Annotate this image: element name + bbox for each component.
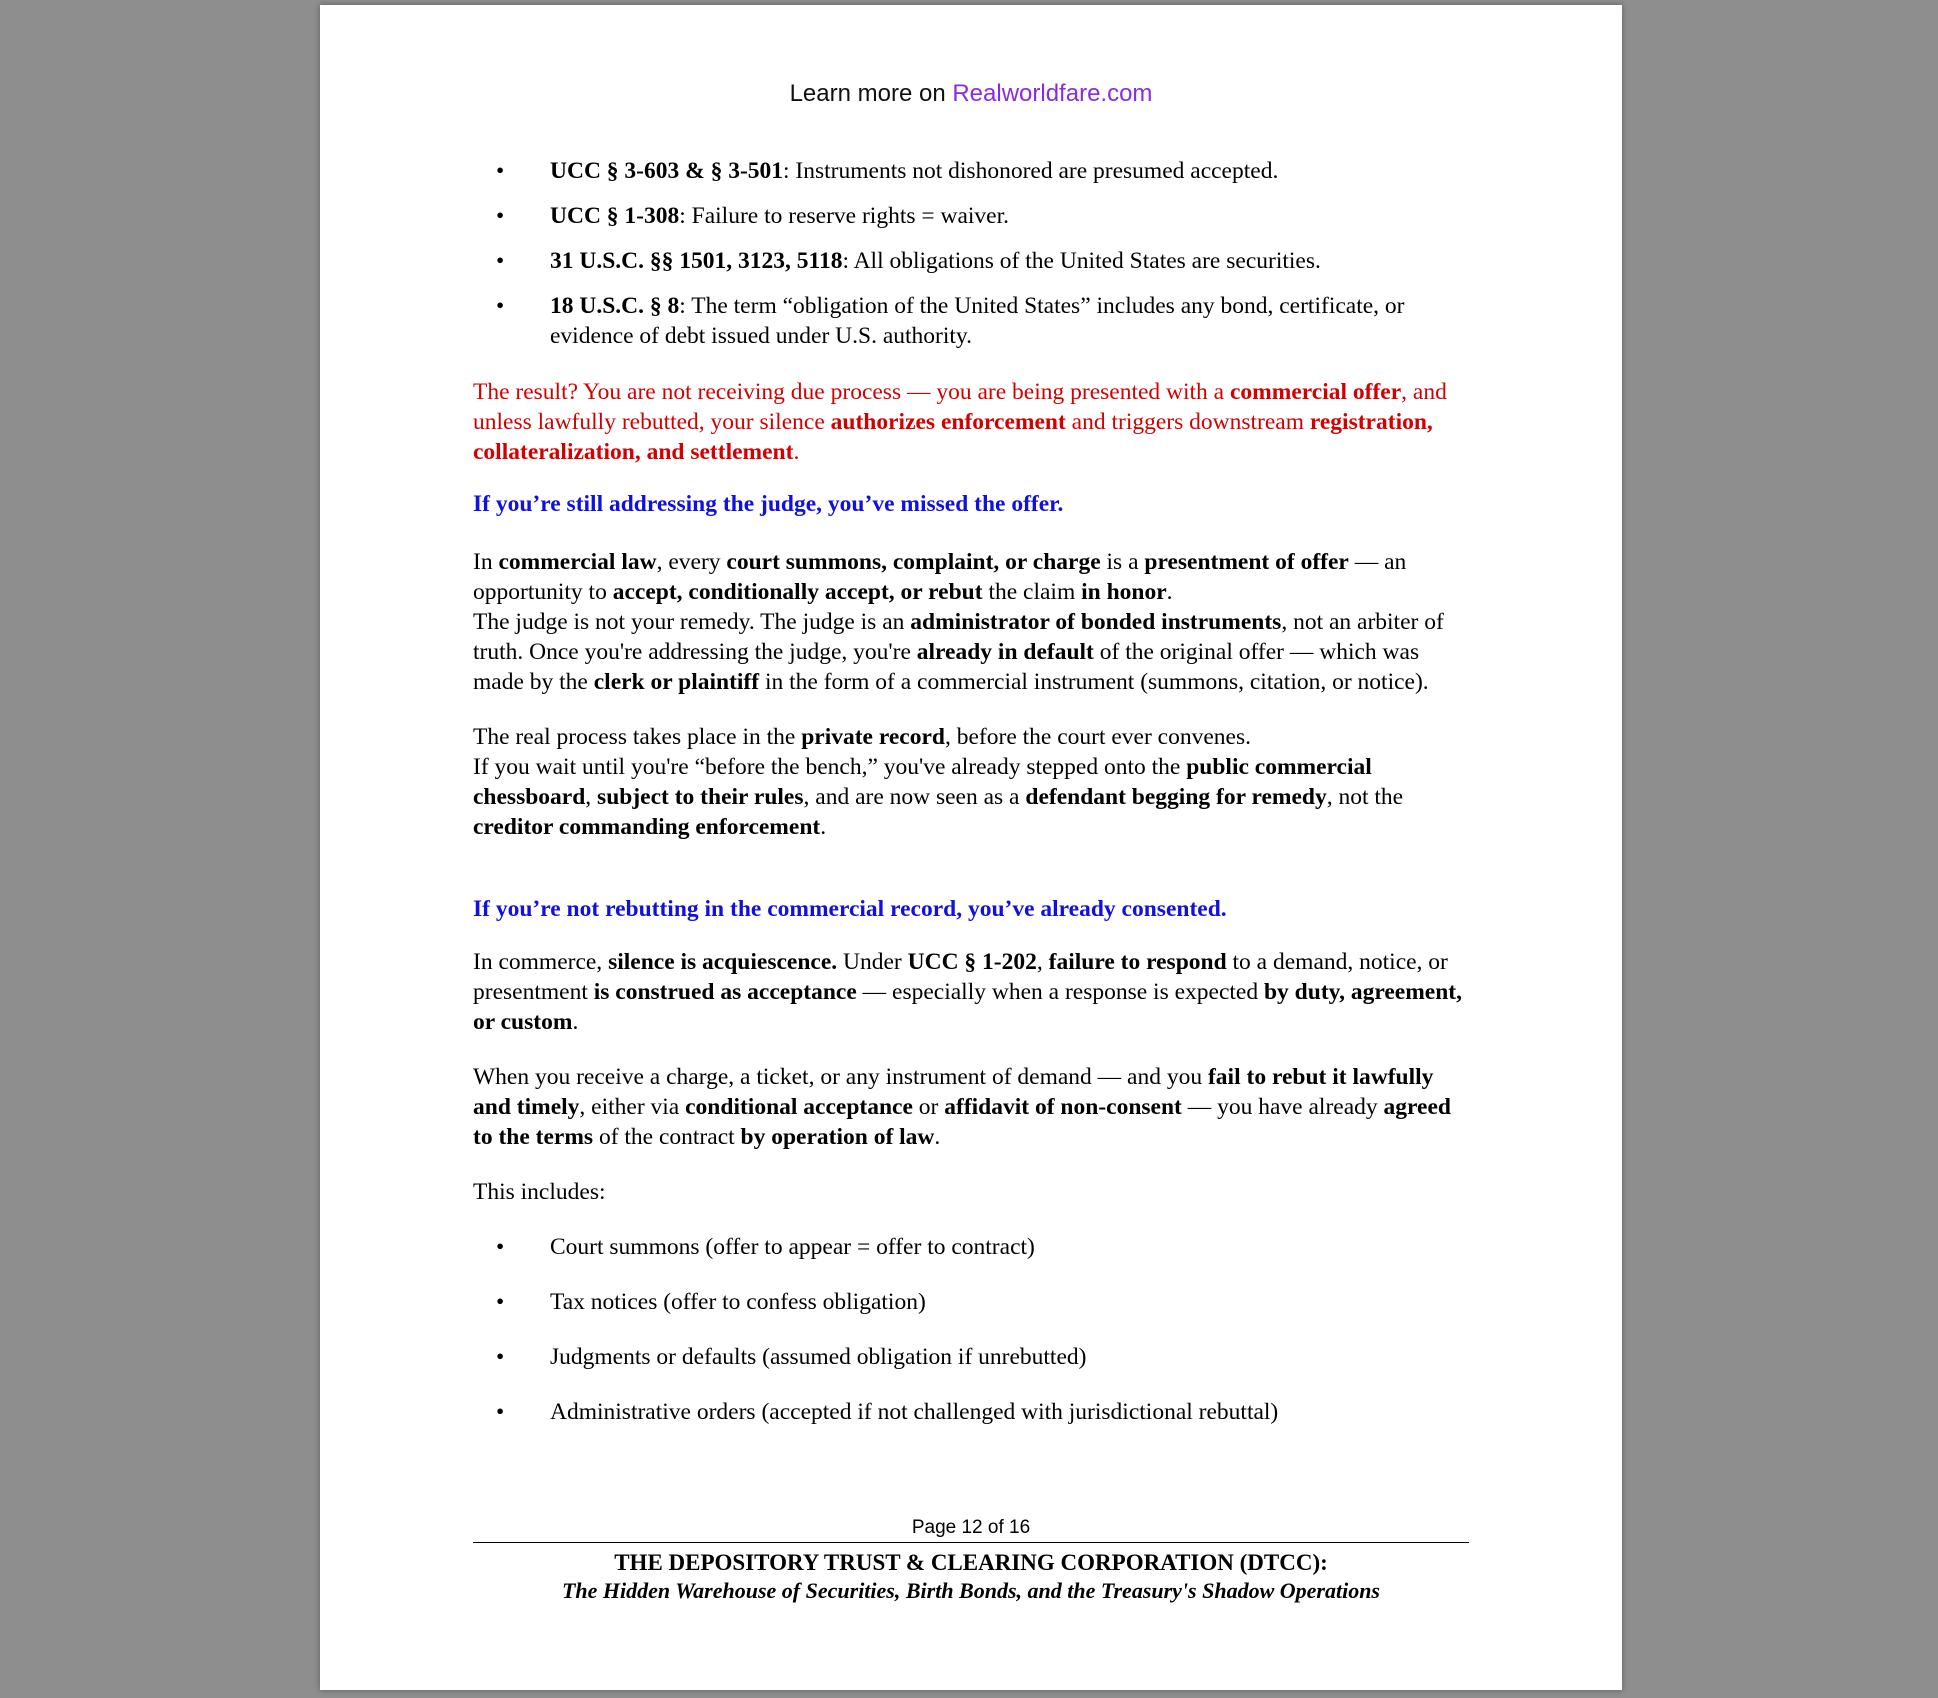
text-run: , and unless lawfully rebutted, your silence: [473, 379, 1447, 435]
list-item: [473, 201, 1471, 231]
list-item: [473, 1232, 1471, 1262]
emphasis: by duty, agreement, or custom: [473, 979, 1462, 1035]
text-run: in the form of a commercial instrument (summons, citation, or notice).: [759, 669, 1429, 695]
text-run: The judge is not your remedy. The judge is an: [473, 609, 911, 635]
includes-list: [473, 1232, 1471, 1427]
footer-divider: [473, 1542, 1469, 1543]
text-run: ,: [585, 784, 598, 810]
emphasis: silence is acquiescence.: [608, 949, 838, 975]
realworldfare-link[interactable]: Realworldfare.com: [952, 80, 1153, 107]
demand-paragraph: [473, 1062, 1471, 1152]
emphasis: commercial law: [498, 549, 657, 575]
list-item: [473, 1397, 1471, 1427]
section-heading: If you’re not rebutting in the commercial record, you’ve already consented.: [473, 896, 1227, 922]
text-run: , every: [656, 549, 727, 575]
list-item-text: Court summons (offer to appear = offer to contract): [550, 1234, 1035, 1260]
emphasis: presentment of offer: [1144, 549, 1349, 575]
text-run: ,: [1036, 949, 1049, 975]
emphasis: UCC § 1-202: [907, 949, 1037, 975]
text-run: .: [820, 814, 827, 840]
text-run: is a: [1100, 549, 1145, 575]
text-run: , either via: [579, 1094, 686, 1120]
bullet-icon: •: [496, 1344, 505, 1370]
text-run: — especially when a response is expected: [856, 979, 1264, 1005]
list-item-text: Tax notices (offer to confess obligation): [550, 1289, 926, 1315]
emphasis: fail to rebut it lawfully and timely: [473, 1064, 1434, 1120]
page-header: [320, 80, 1622, 108]
bullet-icon: •: [496, 203, 505, 229]
text-run: In commerce,: [473, 949, 609, 975]
statute-list: [473, 156, 1471, 351]
text-run: The real process takes place in the: [473, 724, 802, 750]
statute-citation: UCC § 1-308: [550, 203, 680, 229]
emphasis: affidavit of non-consent: [944, 1094, 1182, 1120]
emphasis: registration, collateralization, and settlement: [473, 409, 1433, 465]
bullet-icon: •: [496, 293, 505, 319]
statute-description: : All obligations of the United States are securities.: [842, 248, 1321, 274]
text-run: The result? You are not receiving due process — you are being presented with a: [473, 379, 1230, 405]
text-run: In: [473, 549, 499, 575]
bullet-icon: •: [496, 1289, 505, 1315]
commercial-law-paragraph: [473, 547, 1471, 697]
text-run: or: [912, 1094, 945, 1120]
text-run: .: [793, 439, 800, 465]
emphasis: private record: [801, 724, 945, 750]
text-run: of the original offer — which was made by the: [473, 639, 1420, 695]
text-run: , and are now seen as a: [803, 784, 1026, 810]
statute-description: : The term “obligation of the United States” includes any bond, certificate, or evidence of debt issued under U.S. authority.: [550, 293, 1405, 349]
text-run: , not an arbiter of truth. Once you're addressing the judge, you're: [473, 609, 1444, 665]
result-paragraph: [473, 377, 1471, 467]
header-prefix: Learn more on: [789, 80, 953, 107]
text-run: — you have already: [1181, 1094, 1384, 1120]
page-number: Page 12 of 16: [911, 1517, 1031, 1538]
section-heading: If you’re still addressing the judge, you’ve missed the offer.: [473, 491, 1064, 517]
list-item: [473, 246, 1471, 276]
bullet-icon: •: [496, 248, 505, 274]
list-item-text: Judgments or defaults (assumed obligation if unrebutted): [550, 1344, 1087, 1370]
footer-subtitle: The Hidden Warehouse of Securities, Birth Bonds, and the Treasury's Shadow Operations: [561, 1578, 1380, 1603]
emphasis: administrator of bonded instruments: [910, 609, 1282, 635]
text-run: .: [934, 1124, 941, 1150]
text-run: and triggers downstream: [1065, 409, 1310, 435]
emphasis: failure to respond: [1048, 949, 1227, 975]
page-content: [473, 156, 1471, 1427]
text-run: Under: [837, 949, 908, 975]
statute-citation: UCC § 3-603 & § 3-501: [550, 158, 784, 184]
list-item: [473, 291, 1471, 351]
emphasis: is construed as acceptance: [593, 979, 857, 1005]
emphasis: agreed to the terms: [473, 1094, 1451, 1150]
text-run: When you receive a charge, a ticket, or any instrument of demand — and you: [473, 1064, 1208, 1090]
bullet-icon: •: [496, 158, 505, 184]
statute-description: : Failure to reserve rights = waiver.: [679, 203, 1010, 229]
bullet-icon: •: [496, 1399, 505, 1425]
text-run: — an opportunity to: [473, 549, 1407, 605]
emphasis: commercial offer: [1230, 379, 1402, 405]
text-run: , not the: [1326, 784, 1404, 810]
statute-citation: 31 U.S.C. §§ 1501, 3123, 5118: [550, 248, 843, 274]
list-item-text: Administrative orders (accepted if not challenged with jurisdictional rebuttal): [550, 1399, 1279, 1425]
emphasis: public commercial chessboard: [473, 754, 1372, 810]
text-run: If you wait until you're “before the bench,” you've already stepped onto the: [473, 754, 1187, 780]
emphasis: clerk or plaintiff: [593, 669, 760, 695]
text-run: of the contract: [593, 1124, 741, 1150]
document-page: [320, 5, 1622, 1690]
emphasis: accept, conditionally accept, or rebut: [612, 579, 983, 605]
emphasis: in honor: [1081, 579, 1167, 605]
footer-title: THE DEPOSITORY TRUST & CLEARING CORPORATION (DTCC):: [614, 1550, 1328, 1575]
text-run: .: [572, 1009, 579, 1035]
emphasis: creditor commanding enforcement: [473, 814, 821, 840]
text-run: .: [1166, 579, 1173, 605]
emphasis: conditional acceptance: [685, 1094, 913, 1120]
statute-citation: 18 U.S.C. § 8: [550, 293, 680, 319]
list-item: [473, 1287, 1471, 1317]
emphasis: by operation of law: [740, 1124, 935, 1150]
statute-description: : Instruments not dishonored are presumed accepted.: [783, 158, 1279, 184]
emphasis: already in default: [916, 639, 1094, 665]
list-item: [473, 156, 1471, 186]
emphasis: authorizes enforcement: [830, 409, 1066, 435]
private-record-paragraph: [473, 722, 1471, 842]
text-run: to a demand, notice, or presentment: [473, 949, 1448, 1005]
list-item: [473, 1342, 1471, 1372]
emphasis: subject to their rules: [597, 784, 804, 810]
bullet-icon: •: [496, 1234, 505, 1260]
emphasis: court summons, complaint, or charge: [726, 549, 1101, 575]
includes-label: This includes:: [473, 1179, 606, 1205]
text-run: the claim: [982, 579, 1082, 605]
emphasis: defendant begging for remedy: [1025, 784, 1327, 810]
silence-paragraph: [473, 947, 1471, 1037]
text-run: , before the court ever convenes.: [944, 724, 1251, 750]
